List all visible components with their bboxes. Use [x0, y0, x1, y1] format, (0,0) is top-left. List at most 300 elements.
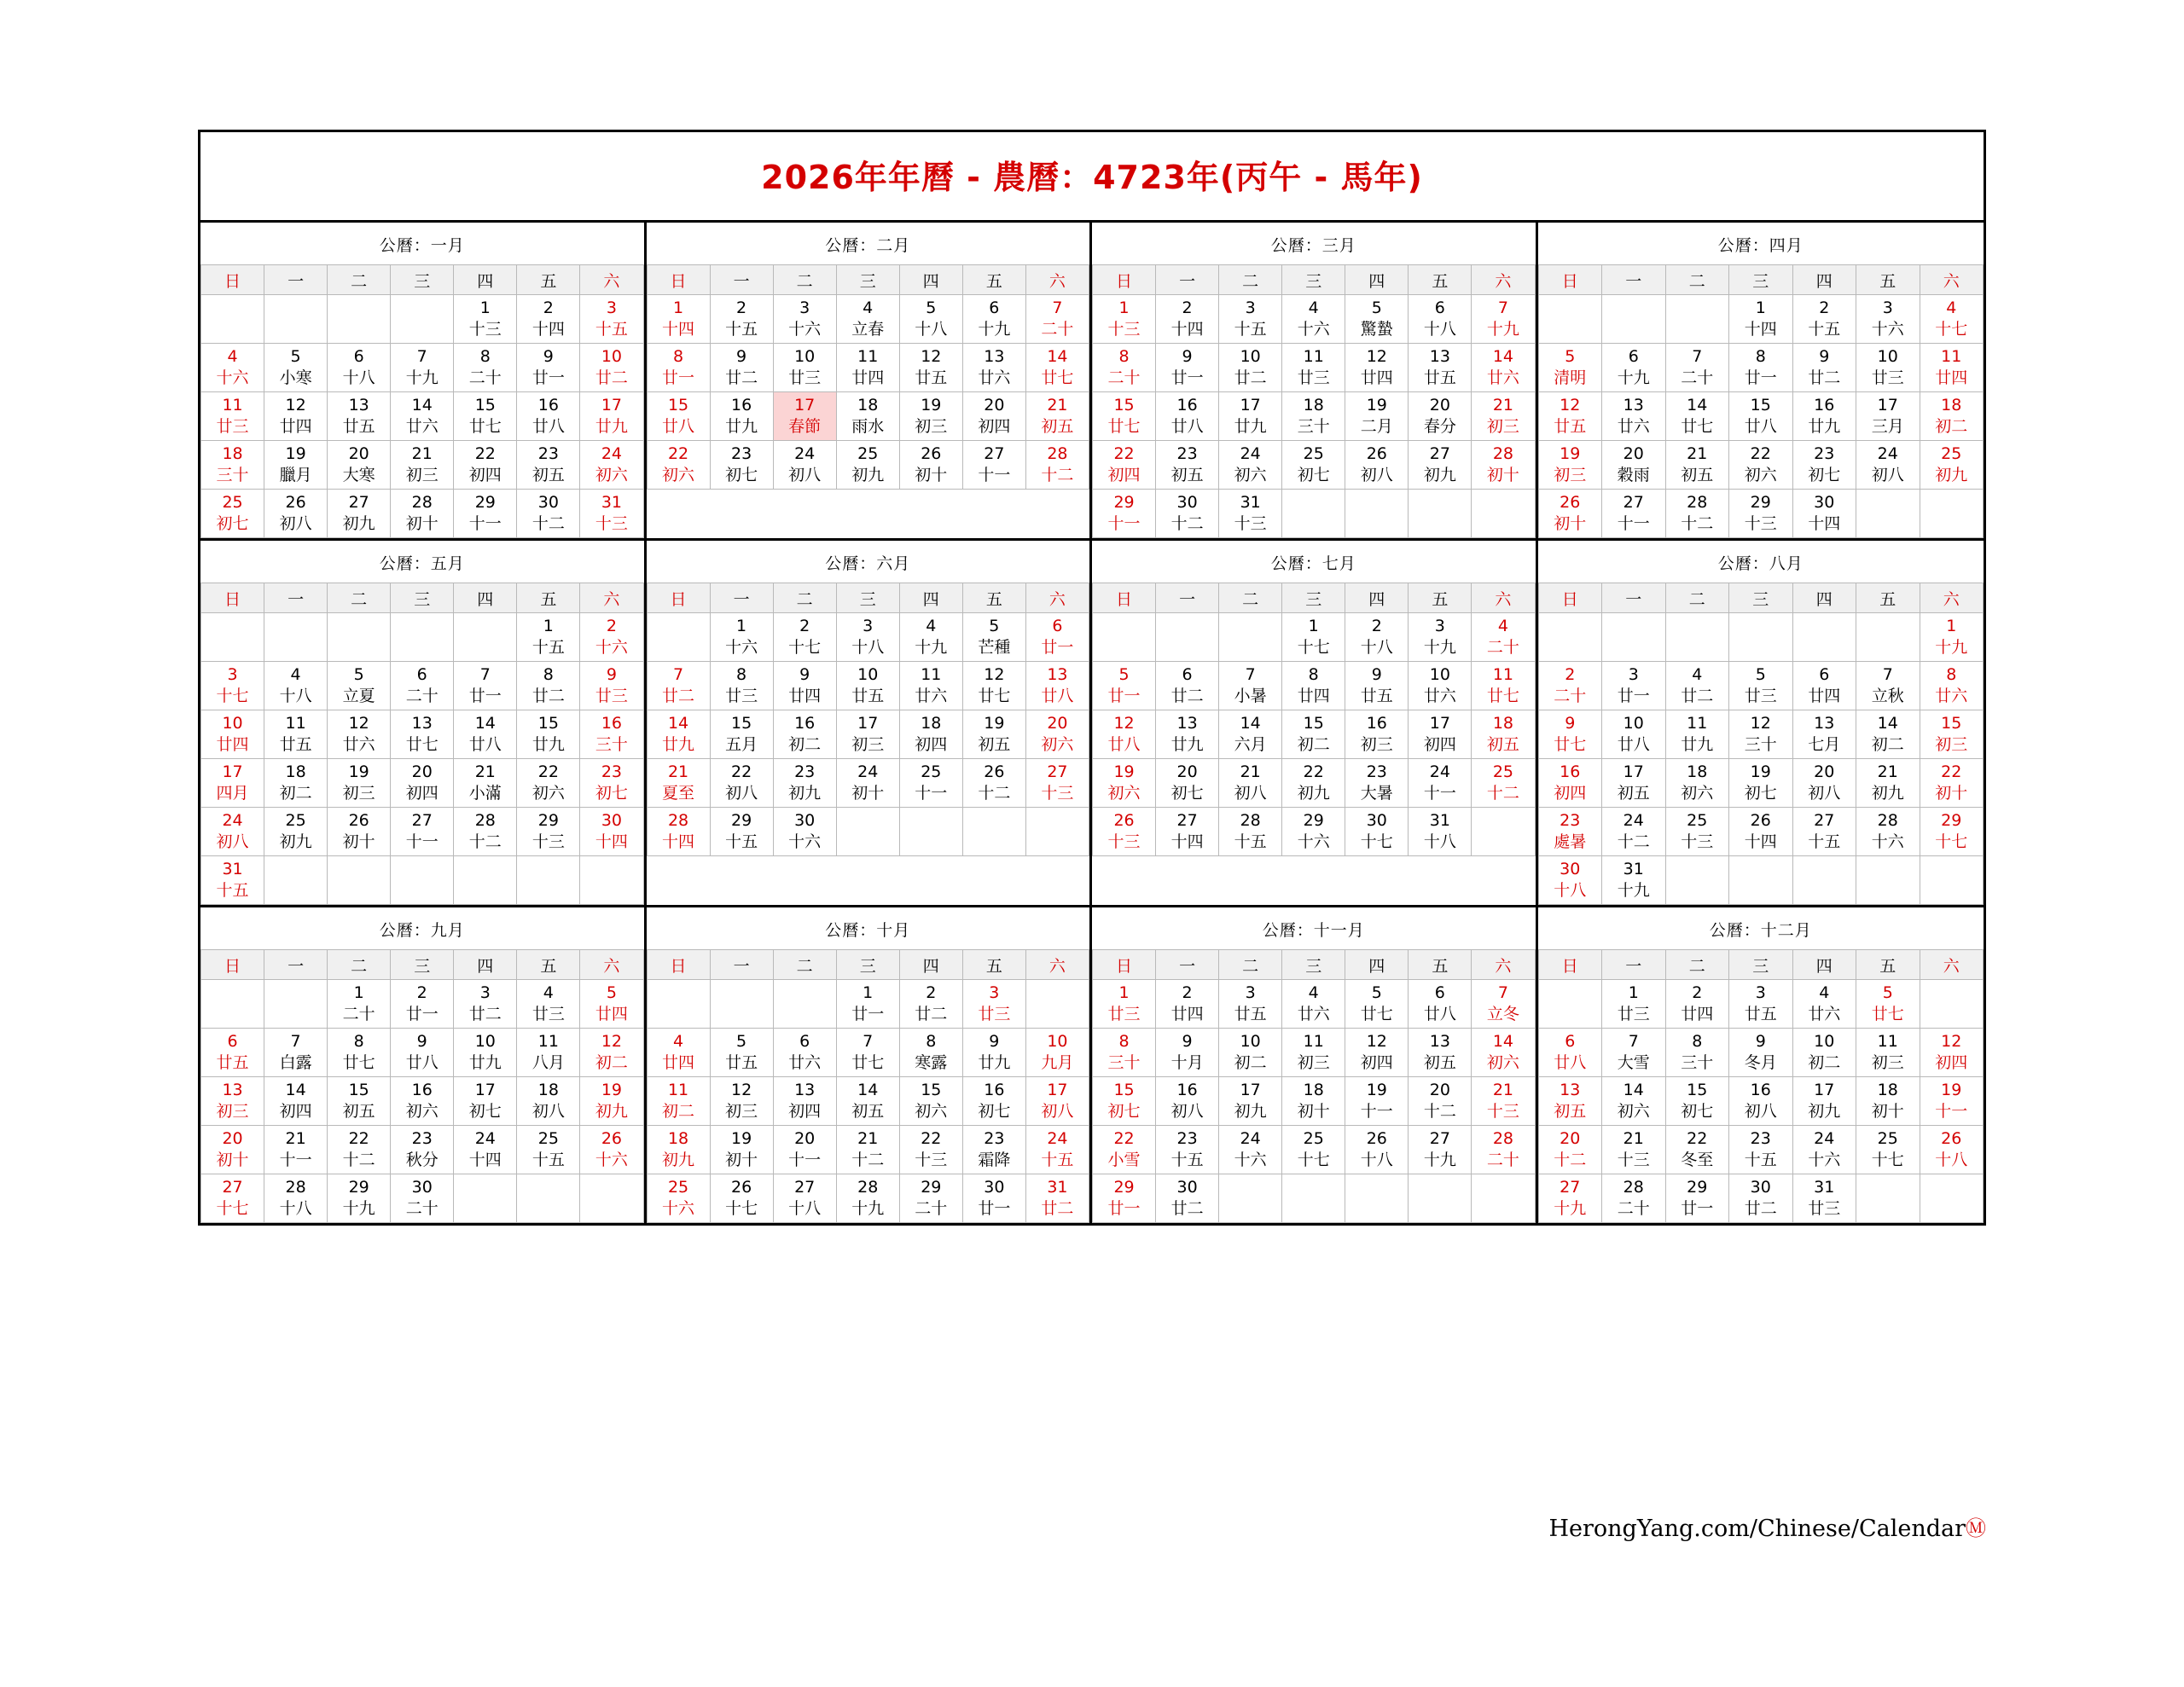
day-cell[interactable] [1093, 759, 1156, 808]
day-cell[interactable] [201, 1029, 264, 1077]
day-cell[interactable] [454, 441, 517, 490]
day-cell[interactable] [1156, 344, 1219, 392]
day-cell[interactable] [391, 1029, 454, 1077]
day-cell[interactable] [1409, 759, 1472, 808]
day-cell[interactable] [899, 1077, 962, 1126]
day-cell[interactable] [1472, 662, 1535, 710]
day-cell[interactable] [1093, 710, 1156, 759]
day-cell[interactable] [1792, 1077, 1856, 1126]
day-cell[interactable] [1156, 392, 1219, 441]
day-cell[interactable] [1856, 441, 1920, 490]
day-cell[interactable] [264, 710, 328, 759]
day-cell[interactable] [517, 392, 580, 441]
day-cell[interactable] [391, 662, 454, 710]
day-cell[interactable] [710, 808, 773, 856]
day-cell[interactable] [201, 759, 264, 808]
day-cell[interactable] [1025, 1174, 1089, 1223]
day-cell[interactable] [1156, 295, 1219, 344]
day-cell[interactable] [1920, 295, 1984, 344]
day-cell[interactable] [1920, 759, 1984, 808]
day-cell[interactable] [1920, 441, 1984, 490]
day-cell[interactable] [1920, 613, 1984, 662]
day-cell[interactable] [836, 441, 899, 490]
day-cell[interactable] [1409, 1029, 1472, 1077]
day-cell[interactable] [836, 710, 899, 759]
day-cell[interactable] [1219, 662, 1282, 710]
day-cell[interactable] [454, 1126, 517, 1174]
day-cell[interactable] [1665, 344, 1729, 392]
day-cell[interactable] [454, 295, 517, 344]
day-cell[interactable] [899, 392, 962, 441]
day-cell[interactable] [962, 1029, 1025, 1077]
day-cell[interactable] [1282, 710, 1345, 759]
day-cell[interactable] [836, 980, 899, 1029]
day-cell[interactable] [1665, 1174, 1729, 1223]
day-cell[interactable] [328, 662, 391, 710]
day-cell[interactable] [328, 344, 391, 392]
day-cell[interactable] [201, 392, 264, 441]
day-cell[interactable] [580, 1029, 643, 1077]
day-cell[interactable] [1345, 662, 1409, 710]
day-cell[interactable] [1792, 1029, 1856, 1077]
day-cell[interactable] [1729, 295, 1793, 344]
day-cell[interactable] [580, 295, 643, 344]
day-cell[interactable] [1409, 392, 1472, 441]
day-cell[interactable] [1538, 1029, 1602, 1077]
day-cell[interactable] [517, 759, 580, 808]
day-cell[interactable] [454, 980, 517, 1029]
day-cell[interactable] [1856, 1029, 1920, 1077]
day-cell[interactable] [710, 441, 773, 490]
day-cell[interactable] [1093, 344, 1156, 392]
day-cell[interactable] [1665, 980, 1729, 1029]
day-cell[interactable] [328, 441, 391, 490]
day-cell[interactable] [1093, 662, 1156, 710]
day-cell[interactable] [1409, 808, 1472, 856]
day-cell[interactable] [1282, 980, 1345, 1029]
day-cell[interactable] [1792, 344, 1856, 392]
day-cell[interactable] [647, 295, 710, 344]
day-cell[interactable] [517, 710, 580, 759]
day-cell[interactable] [899, 1174, 962, 1223]
day-cell[interactable] [836, 1126, 899, 1174]
day-cell[interactable] [647, 662, 710, 710]
day-cell[interactable] [1219, 759, 1282, 808]
day-cell[interactable] [962, 662, 1025, 710]
day-cell[interactable] [517, 808, 580, 856]
day-cell[interactable] [264, 344, 328, 392]
day-cell[interactable] [1219, 490, 1282, 538]
day-cell[interactable] [1219, 808, 1282, 856]
day-cell[interactable] [710, 710, 773, 759]
day-cell[interactable] [580, 808, 643, 856]
day-cell[interactable] [1665, 441, 1729, 490]
day-cell[interactable] [1282, 662, 1345, 710]
day-cell[interactable] [1602, 710, 1666, 759]
day-cell[interactable] [1856, 710, 1920, 759]
day-cell[interactable] [391, 710, 454, 759]
day-cell[interactable] [1156, 662, 1219, 710]
day-cell[interactable] [517, 1126, 580, 1174]
day-cell[interactable] [517, 662, 580, 710]
day-cell[interactable] [1345, 613, 1409, 662]
day-cell[interactable] [1729, 710, 1793, 759]
day-cell[interactable] [1856, 980, 1920, 1029]
day-cell[interactable] [710, 1126, 773, 1174]
day-cell[interactable] [1282, 808, 1345, 856]
day-cell[interactable] [836, 1077, 899, 1126]
day-cell[interactable] [1156, 759, 1219, 808]
day-cell[interactable] [1538, 392, 1602, 441]
day-cell[interactable] [1856, 662, 1920, 710]
day-cell[interactable] [1219, 1029, 1282, 1077]
day-cell[interactable] [1093, 1174, 1156, 1223]
day-cell[interactable] [1025, 613, 1089, 662]
day-cell[interactable] [962, 392, 1025, 441]
day-cell[interactable] [1025, 441, 1089, 490]
day-cell[interactable] [1792, 759, 1856, 808]
day-cell[interactable] [1602, 490, 1666, 538]
day-cell[interactable] [1792, 295, 1856, 344]
day-cell[interactable] [1409, 710, 1472, 759]
day-cell[interactable] [391, 441, 454, 490]
day-cell[interactable] [264, 441, 328, 490]
day-cell[interactable] [1282, 1126, 1345, 1174]
day-cell[interactable] [1602, 1126, 1666, 1174]
day-cell[interactable] [1093, 392, 1156, 441]
day-cell[interactable] [962, 613, 1025, 662]
day-cell[interactable] [1282, 392, 1345, 441]
day-cell[interactable] [1665, 1029, 1729, 1077]
day-cell[interactable] [1156, 1174, 1219, 1223]
day-cell[interactable] [710, 613, 773, 662]
day-cell[interactable] [1538, 710, 1602, 759]
day-cell[interactable] [962, 980, 1025, 1029]
day-cell[interactable] [1093, 808, 1156, 856]
day-cell[interactable] [1409, 1077, 1472, 1126]
day-cell[interactable] [328, 759, 391, 808]
day-cell[interactable] [264, 808, 328, 856]
day-cell[interactable] [517, 613, 580, 662]
day-cell[interactable] [1856, 392, 1920, 441]
day-cell[interactable] [1665, 490, 1729, 538]
day-cell[interactable] [1409, 662, 1472, 710]
day-cell[interactable] [580, 441, 643, 490]
day-cell[interactable] [1345, 808, 1409, 856]
day-cell[interactable] [1856, 808, 1920, 856]
day-cell[interactable] [1602, 1174, 1666, 1223]
day-cell[interactable] [773, 613, 836, 662]
day-cell[interactable] [1093, 1077, 1156, 1126]
day-cell[interactable] [264, 1029, 328, 1077]
day-cell[interactable] [328, 1126, 391, 1174]
day-cell[interactable] [1729, 1029, 1793, 1077]
day-cell[interactable] [264, 662, 328, 710]
day-cell[interactable] [1792, 662, 1856, 710]
day-cell[interactable] [1538, 662, 1602, 710]
day-cell[interactable] [1282, 295, 1345, 344]
day-cell[interactable] [1729, 1077, 1793, 1126]
day-cell[interactable] [1856, 1077, 1920, 1126]
day-cell[interactable] [1665, 710, 1729, 759]
day-cell[interactable] [1729, 808, 1793, 856]
day-cell[interactable] [1538, 490, 1602, 538]
day-cell[interactable] [836, 613, 899, 662]
day-cell[interactable] [1729, 1174, 1793, 1223]
day-cell[interactable] [1025, 662, 1089, 710]
day-cell[interactable] [647, 1077, 710, 1126]
day-cell[interactable] [1602, 1029, 1666, 1077]
day-cell[interactable] [1472, 392, 1535, 441]
day-cell[interactable] [710, 344, 773, 392]
day-cell[interactable] [1856, 1126, 1920, 1174]
day-cell[interactable] [1156, 808, 1219, 856]
day-cell[interactable] [710, 1174, 773, 1223]
day-cell[interactable] [1345, 1029, 1409, 1077]
day-cell[interactable] [1729, 1126, 1793, 1174]
day-cell[interactable] [1219, 344, 1282, 392]
day-cell[interactable] [391, 759, 454, 808]
day-cell[interactable] [201, 856, 264, 905]
day-cell[interactable] [647, 1126, 710, 1174]
day-cell[interactable] [1920, 710, 1984, 759]
day-cell[interactable] [1665, 662, 1729, 710]
day-cell[interactable] [647, 344, 710, 392]
day-cell[interactable] [1093, 490, 1156, 538]
day-cell[interactable] [1920, 392, 1984, 441]
day-cell[interactable] [1345, 759, 1409, 808]
day-cell[interactable] [454, 662, 517, 710]
day-cell[interactable] [1219, 441, 1282, 490]
day-cell[interactable] [899, 710, 962, 759]
day-cell[interactable] [1856, 344, 1920, 392]
day-cell[interactable] [454, 710, 517, 759]
day-cell[interactable] [328, 1029, 391, 1077]
day-cell[interactable] [1729, 441, 1793, 490]
day-cell[interactable] [1920, 1029, 1984, 1077]
day-cell[interactable] [580, 710, 643, 759]
day-cell[interactable] [1219, 1077, 1282, 1126]
day-cell[interactable] [391, 392, 454, 441]
day-cell[interactable] [647, 441, 710, 490]
day-cell[interactable] [264, 392, 328, 441]
day-cell[interactable] [264, 1126, 328, 1174]
day-cell[interactable] [1345, 1126, 1409, 1174]
day-cell[interactable] [454, 490, 517, 538]
day-cell[interactable] [454, 392, 517, 441]
day-cell[interactable] [1156, 490, 1219, 538]
day-cell[interactable] [1156, 1029, 1219, 1077]
day-cell[interactable] [1602, 1077, 1666, 1126]
day-cell[interactable] [899, 613, 962, 662]
day-cell[interactable] [1602, 441, 1666, 490]
day-cell[interactable] [1345, 980, 1409, 1029]
day-cell[interactable] [1345, 441, 1409, 490]
day-cell[interactable] [1025, 759, 1089, 808]
day-cell[interactable] [773, 1174, 836, 1223]
day-cell[interactable] [1345, 392, 1409, 441]
day-cell[interactable] [454, 1029, 517, 1077]
day-cell[interactable] [836, 392, 899, 441]
day-cell[interactable] [1156, 441, 1219, 490]
day-cell[interactable] [1538, 759, 1602, 808]
day-cell[interactable] [328, 1174, 391, 1223]
day-cell[interactable] [1538, 856, 1602, 905]
day-cell[interactable] [836, 295, 899, 344]
day-cell[interactable] [1792, 490, 1856, 538]
day-cell[interactable] [264, 490, 328, 538]
day-cell[interactable] [1219, 710, 1282, 759]
day-cell[interactable] [454, 808, 517, 856]
day-cell[interactable] [1282, 1077, 1345, 1126]
day-cell[interactable] [1472, 1029, 1535, 1077]
day-cell[interactable] [454, 1077, 517, 1126]
day-cell[interactable] [1665, 1126, 1729, 1174]
day-cell[interactable] [1472, 1077, 1535, 1126]
day-cell[interactable] [647, 710, 710, 759]
day-cell[interactable] [899, 1126, 962, 1174]
day-cell[interactable] [710, 1029, 773, 1077]
day-cell[interactable] [1219, 980, 1282, 1029]
day-cell[interactable] [1409, 441, 1472, 490]
day-cell[interactable] [1665, 808, 1729, 856]
day-cell[interactable] [836, 1029, 899, 1077]
day-cell[interactable] [1729, 490, 1793, 538]
day-cell[interactable] [1219, 392, 1282, 441]
day-cell[interactable] [1093, 441, 1156, 490]
day-cell[interactable] [1665, 392, 1729, 441]
day-cell[interactable] [1665, 759, 1729, 808]
day-cell[interactable] [836, 759, 899, 808]
day-cell[interactable] [1792, 980, 1856, 1029]
day-cell[interactable] [1282, 759, 1345, 808]
day-cell[interactable] [454, 759, 517, 808]
day-cell[interactable] [1792, 1126, 1856, 1174]
day-cell[interactable] [1409, 980, 1472, 1029]
day-cell[interactable] [391, 490, 454, 538]
day-cell[interactable] [773, 710, 836, 759]
day-cell[interactable] [391, 1126, 454, 1174]
day-cell[interactable] [201, 441, 264, 490]
day-cell[interactable] [836, 344, 899, 392]
day-cell[interactable] [1538, 1126, 1602, 1174]
day-cell[interactable] [773, 392, 836, 441]
day-cell[interactable] [580, 613, 643, 662]
day-cell[interactable] [836, 662, 899, 710]
day-cell[interactable] [1920, 1077, 1984, 1126]
day-cell[interactable] [1025, 1029, 1089, 1077]
day-cell[interactable] [580, 490, 643, 538]
day-cell[interactable] [1409, 344, 1472, 392]
day-cell[interactable] [647, 1174, 710, 1223]
day-cell[interactable] [962, 441, 1025, 490]
day-cell[interactable] [201, 1126, 264, 1174]
day-cell[interactable] [1602, 808, 1666, 856]
day-cell[interactable] [1282, 1029, 1345, 1077]
day-cell[interactable] [1472, 710, 1535, 759]
day-cell[interactable] [201, 662, 264, 710]
day-cell[interactable] [1472, 759, 1535, 808]
day-cell[interactable] [647, 808, 710, 856]
day-cell[interactable] [899, 1029, 962, 1077]
day-cell[interactable] [580, 980, 643, 1029]
day-cell[interactable] [391, 344, 454, 392]
day-cell[interactable] [1025, 1077, 1089, 1126]
day-cell[interactable] [391, 1077, 454, 1126]
day-cell[interactable] [517, 344, 580, 392]
day-cell[interactable] [580, 662, 643, 710]
day-cell[interactable] [517, 441, 580, 490]
day-cell[interactable] [328, 392, 391, 441]
day-cell[interactable] [1538, 1077, 1602, 1126]
day-cell[interactable] [1472, 295, 1535, 344]
day-cell[interactable] [773, 295, 836, 344]
day-cell[interactable] [264, 759, 328, 808]
day-cell[interactable] [517, 490, 580, 538]
day-cell[interactable] [1792, 710, 1856, 759]
day-cell[interactable] [1025, 1126, 1089, 1174]
day-cell[interactable] [264, 1174, 328, 1223]
day-cell[interactable] [773, 441, 836, 490]
day-cell[interactable] [1093, 1126, 1156, 1174]
day-cell[interactable] [647, 1029, 710, 1077]
day-cell[interactable] [1729, 662, 1793, 710]
day-cell[interactable] [1156, 980, 1219, 1029]
day-cell[interactable] [1093, 980, 1156, 1029]
day-cell[interactable] [1792, 392, 1856, 441]
day-cell[interactable] [1025, 295, 1089, 344]
day-cell[interactable] [201, 1077, 264, 1126]
day-cell[interactable] [899, 662, 962, 710]
day-cell[interactable] [962, 1077, 1025, 1126]
day-cell[interactable] [962, 710, 1025, 759]
day-cell[interactable] [1602, 759, 1666, 808]
day-cell[interactable] [1792, 1174, 1856, 1223]
day-cell[interactable] [1729, 392, 1793, 441]
day-cell[interactable] [1472, 980, 1535, 1029]
day-cell[interactable] [1920, 808, 1984, 856]
day-cell[interactable] [1602, 392, 1666, 441]
day-cell[interactable] [328, 808, 391, 856]
day-cell[interactable] [1920, 344, 1984, 392]
day-cell[interactable] [1729, 980, 1793, 1029]
day-cell[interactable] [1219, 295, 1282, 344]
day-cell[interactable] [580, 392, 643, 441]
day-cell[interactable] [201, 490, 264, 538]
day-cell[interactable] [962, 1126, 1025, 1174]
day-cell[interactable] [201, 1174, 264, 1223]
day-cell[interactable] [1729, 344, 1793, 392]
day-cell[interactable] [1409, 1126, 1472, 1174]
day-cell[interactable] [1602, 662, 1666, 710]
day-cell[interactable] [1409, 613, 1472, 662]
day-cell[interactable] [773, 662, 836, 710]
day-cell[interactable] [1472, 441, 1535, 490]
day-cell[interactable] [391, 808, 454, 856]
day-cell[interactable] [1472, 613, 1535, 662]
day-cell[interactable] [773, 344, 836, 392]
day-cell[interactable] [899, 344, 962, 392]
day-cell[interactable] [1282, 344, 1345, 392]
day-cell[interactable] [580, 759, 643, 808]
day-cell[interactable] [1282, 613, 1345, 662]
day-cell[interactable] [1025, 710, 1089, 759]
day-cell[interactable] [1409, 295, 1472, 344]
day-cell[interactable] [1920, 662, 1984, 710]
day-cell[interactable] [517, 1029, 580, 1077]
day-cell[interactable] [328, 1077, 391, 1126]
day-cell[interactable] [1156, 1126, 1219, 1174]
